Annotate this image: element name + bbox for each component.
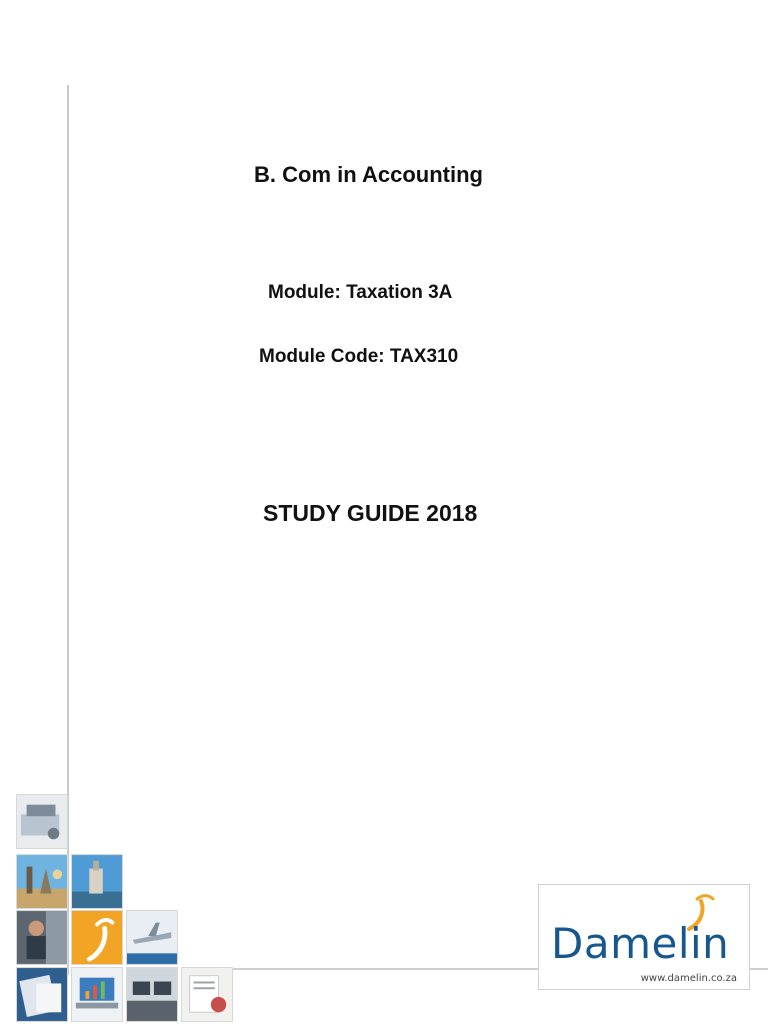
module-name: Module: Taxation 3A [268,282,453,303]
city-landmark-photo [71,854,123,909]
logo-url: www.damelin.co.za [640,973,737,984]
brand-mark-tile [71,910,123,965]
office-desk-photo [16,794,68,849]
travel-landmarks-photo [16,854,68,909]
financial-documents-photo [181,967,233,1022]
logo-wordmark: Damelin [551,919,730,968]
damelin-logo [538,884,750,990]
laptop-charts-photo [71,967,123,1022]
module-code: Module Code: TAX310 [259,346,459,367]
study-guide-title: STUDY GUIDE 2018 [263,500,478,526]
program-title: B. Com in Accounting [254,162,483,187]
technician-photo [16,910,68,965]
airplane-photo [126,910,178,965]
workplace-photo [126,967,178,1022]
business-documents-photo [16,967,68,1022]
